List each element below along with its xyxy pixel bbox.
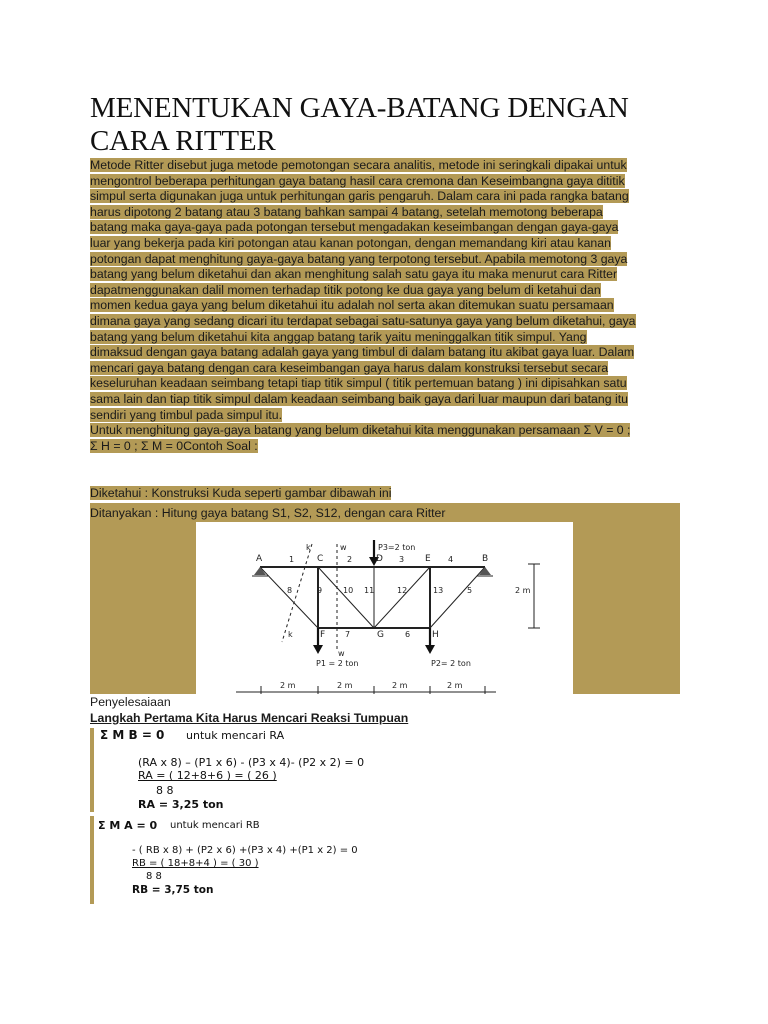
- page-title: MENENTUKAN GAYA-BATANG DENGAN CARA RITTER: [90, 92, 629, 157]
- intro-line: Untuk menghitung gaya-gaya batang yang belum diketahui kita menggunakan persamaan Σ V = 0 ;: [90, 423, 631, 438]
- cut-w-bottom-label: w: [338, 649, 345, 658]
- node-g-label: G: [377, 630, 384, 640]
- penyelesaian-line: Penyelesaiaan: [90, 695, 171, 709]
- calc-b-equation: - ( RB x 8) + (P2 x 6) +(P3 x 4) +(P1 x 2) = 0: [132, 845, 358, 856]
- node-a-label: A: [256, 554, 263, 564]
- member-11-label: 11: [364, 586, 375, 595]
- calc-a-result: RA = 3,25 ton: [138, 798, 224, 811]
- member-13-label: 13: [433, 586, 444, 595]
- intro-line: potongan dapat menghitung gaya-gaya batang yang terpotong tersebut. Apabila memotong 3 gaya: [90, 251, 628, 266]
- cut-k-bottom-label: k: [288, 630, 293, 639]
- member-10-label: 10: [343, 586, 354, 595]
- intro-line: momen kedua gaya yang belum diketahui itu adalah nol serta akan ditemukan suatu persamaan: [90, 298, 614, 313]
- intro-line: batang yang belum diketahui dan akan menghitung salah satu gaya itu maka menurut cara Ritter: [90, 267, 618, 282]
- member-9-label: 9: [317, 586, 323, 595]
- intro-line: dimaksud dengan gaya batang adalah gaya yang timbul di dalam batang itu akibat gaya luar. Dalam: [90, 345, 635, 360]
- calc-b-result: RB = 3,75 ton: [132, 884, 214, 896]
- intro-line: dapatmenggunakan dalil momen terhadap titik potong ke dua gaya yang belum di ketahui dan: [90, 282, 601, 297]
- span-3-label: 2 m: [392, 681, 408, 690]
- member-12-label: 12: [397, 586, 408, 595]
- calc-a-head: Σ M B = 0: [100, 728, 165, 742]
- span-2-label: 2 m: [337, 681, 353, 690]
- span-4-label: 2 m: [447, 681, 463, 690]
- span-1-label: 2 m: [280, 681, 296, 690]
- node-d-label: D: [376, 554, 383, 564]
- member-7-label: 7: [345, 630, 351, 639]
- node-h-label: H: [432, 630, 439, 640]
- calc-a-head-note: untuk mencari RA: [186, 729, 285, 742]
- p1-load-label: P1 = 2 ton: [316, 659, 359, 668]
- truss-figure: [196, 522, 573, 694]
- p3-load-label: P3=2 ton: [378, 543, 416, 552]
- intro-line: luar yang bekerja pada kiri potongan atau kanan potongan, dengan memandang kiri atau kanan: [90, 235, 611, 250]
- intro-line: harus dipotong 2 batang atau 3 batang bahkan sampai 4 batang, setelah memotong beberapa: [90, 204, 603, 219]
- calc-a-block: [96, 726, 416, 814]
- calc-a-accent: [90, 728, 94, 812]
- member-1-label: 1: [289, 555, 295, 564]
- member-6-label: 6: [405, 630, 411, 639]
- intro-line: mengontrol beberapa perhitungan gaya batang hasil cara cremona dan Keseimbangna gaya dititik: [90, 173, 625, 188]
- calc-a-ra-line: RA = ( 12+8+6 ) = ( 26 ): [138, 769, 277, 782]
- intro-line: Metode Ritter disebut juga metode pemotongan secara analitis, metode ini seringkali dipakai untuk: [90, 158, 627, 172]
- calc-b-accent: [90, 816, 94, 904]
- node-c-label: C: [317, 554, 324, 564]
- intro-line: Σ H = 0 ; Σ M = 0Contoh Soal :: [90, 438, 258, 453]
- intro-line: dimana gaya yang sedang dicari itu terdapat sebagai satu-satunya gaya yang belum diketahui, gaya: [90, 313, 636, 328]
- intro-line: mencari gaya batang dengan cara keseimbangan gaya harus dalam konstruksi tersebut secara: [90, 360, 609, 375]
- intro-line: batang yang belum diketahui kita anggap batang tarik yaitu meninggalkan titik simpul. Yang: [90, 329, 587, 344]
- cut-w-top-label: w: [340, 543, 347, 552]
- node-e-label: E: [425, 554, 431, 564]
- member-2-label: 2: [347, 555, 353, 564]
- calc-a-equation: (RA x 8) – (P1 x 6) - (P3 x 4)- (P2 x 2) = 0: [138, 756, 365, 769]
- calc-b-denominator: 8 8: [146, 871, 162, 882]
- member-5-label: 5: [467, 586, 473, 595]
- cut-k-top-label: k: [306, 543, 311, 552]
- p2-load-label: P2= 2 ton: [431, 659, 471, 668]
- intro-line: simpul serta digunakan juga untuk perhitungan garis pengaruh. Dalam cara ini pada rangka batang: [90, 189, 629, 204]
- calc-a-denominator: 8 8: [156, 784, 174, 797]
- calc-b-block: [96, 816, 416, 904]
- ditanyakan-line: Ditanyakan : Hitung gaya batang S1, S2, S12, dengan cara Ritter: [90, 506, 446, 520]
- member-8-label: 8: [287, 586, 293, 595]
- intro-paragraph: [90, 158, 680, 454]
- node-f-label: F: [320, 630, 326, 640]
- intro-line: sama lain dan tiap titik simpul dalam keadaan seimbang baik gaya dari luar maupun dari batang itu: [90, 391, 628, 406]
- member-3-label: 3: [399, 555, 405, 564]
- calc-b-head-note: untuk mencari RB: [170, 820, 260, 831]
- intro-line: sendiri yang timbul pada simpul itu.: [90, 407, 283, 422]
- diketahui-line: Diketahui : Konstruksi Kuda seperti gambar dibawah ini: [90, 486, 392, 500]
- member-4-label: 4: [448, 555, 454, 564]
- calc-b-rb-line: RB = ( 18+8+4 ) = ( 30 ): [132, 858, 259, 869]
- langkah-heading: Langkah Pertama Kita Harus Mencari Reaksi Tumpuan: [90, 711, 409, 725]
- intro-line: batang maka gaya-gaya pada potongan tersebut mengadakan keseimbangan dengan gaya-gaya: [90, 220, 619, 235]
- calc-b-head: Σ M A = 0: [98, 819, 158, 832]
- height-dim-label: 2 m: [515, 586, 531, 595]
- node-b-label: B: [482, 554, 489, 564]
- intro-line: keseluruhan keadaan seimbang tetapi tiap titik simpul ( titik pertemuan batang ) ini dipisahkan satu: [90, 376, 627, 391]
